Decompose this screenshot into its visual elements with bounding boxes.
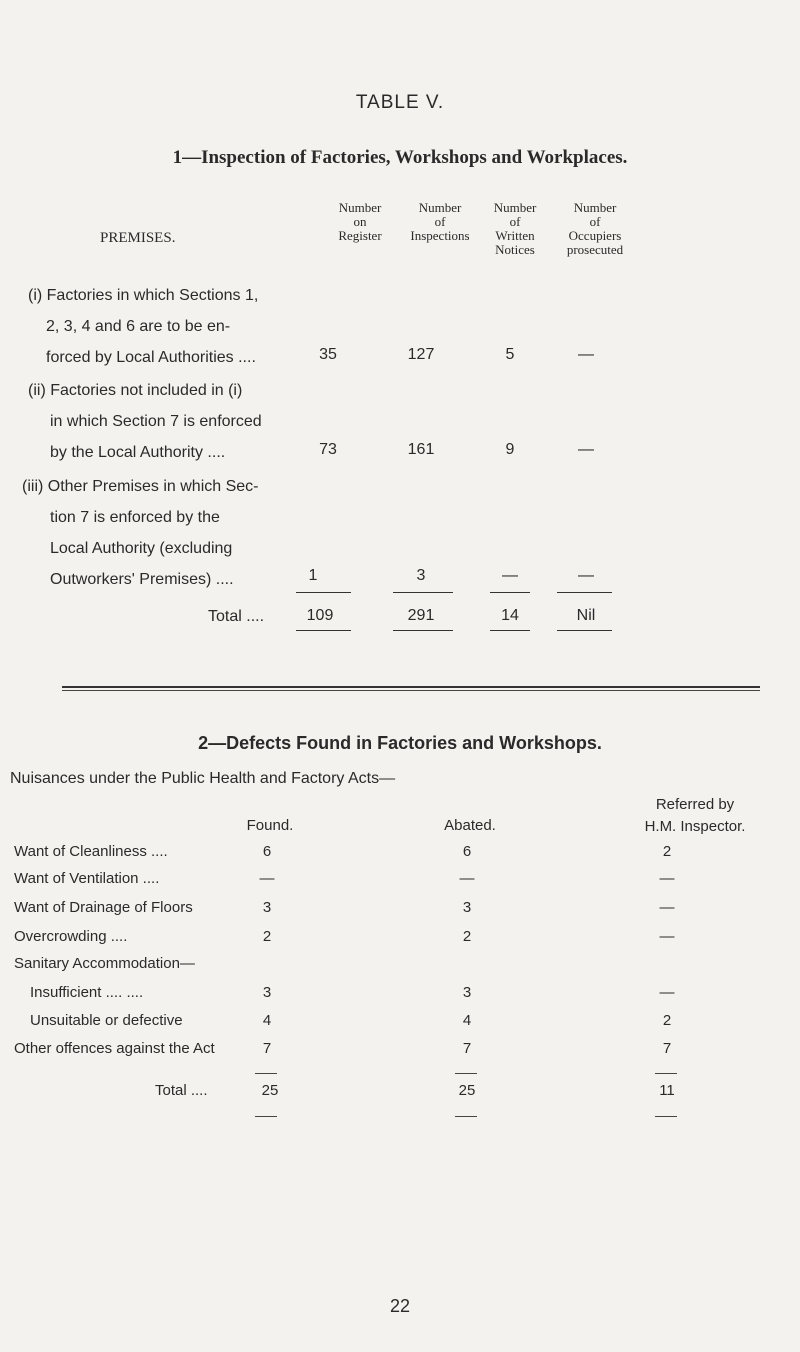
row-iii-notices: —	[502, 567, 518, 584]
total-rule-bottom	[557, 630, 612, 631]
defect-abated: 3	[462, 899, 472, 916]
col-header-prosecuted: Number of Occupiers prosecuted	[566, 200, 624, 257]
total-rule-top	[393, 592, 453, 593]
total-rule-bottom	[490, 630, 530, 631]
defect-referred: 7	[662, 1040, 672, 1057]
defect-abated: 6	[462, 843, 472, 860]
col-header-referred: Referred by H.M. Inspector.	[644, 796, 746, 835]
premises-row-ii-label: (ii) Factories not included in (i) in which Section 7 is enforced by the Local Authority ....	[28, 382, 262, 461]
row-iii-inspections: 3	[416, 567, 426, 584]
row-ii-prosecuted: —	[578, 441, 594, 458]
defect-abated: 3	[462, 984, 472, 1001]
defect-referred: —	[659, 984, 675, 1001]
row-i-inspections: 127	[407, 346, 435, 363]
table-title: TABLE V.	[355, 92, 445, 113]
defect-referred: —	[659, 899, 675, 916]
premises-header: PREMISES.	[100, 230, 176, 246]
defect-abated: 4	[462, 1012, 472, 1029]
page-number: 22	[389, 1296, 411, 1316]
row-iii-prosecuted: —	[578, 567, 594, 584]
premises-row-iii-label: (iii) Other Premises in which Sec- tion 7 is enforced by the Local Authority (excluding Outworkers' Premises) ....	[22, 478, 259, 588]
defect-found: 3	[262, 984, 272, 1001]
defect-abated: 2	[462, 928, 472, 945]
section-divider	[62, 686, 760, 688]
total-rule-top	[255, 1073, 277, 1074]
defect-abated: —	[459, 870, 475, 887]
row-ii-inspections: 161	[407, 441, 435, 458]
defect-row-label: Want of Cleanliness ....	[14, 843, 168, 860]
defect-referred: 2	[662, 843, 672, 860]
total-referred: 11	[659, 1082, 675, 1099]
defect-row-label: Want of Drainage of Floors	[14, 899, 193, 916]
row-i-register: 35	[319, 346, 337, 363]
total-rule-top	[655, 1073, 677, 1074]
col-header-notices: Number of Written Notices	[493, 200, 537, 257]
section-divider	[62, 690, 760, 691]
defect-found: 2	[262, 928, 272, 945]
total-notices: 14	[501, 607, 519, 624]
total-rule-bottom	[255, 1116, 277, 1117]
defect-row-label: Sanitary Accommodation—	[14, 955, 195, 972]
total-rule-top	[490, 592, 530, 593]
total-rule-bottom	[455, 1116, 477, 1117]
defect-row-label: Other offences against the Act	[14, 1040, 215, 1057]
row-iii-register: 1	[308, 567, 318, 584]
row-i-prosecuted: —	[578, 346, 594, 363]
defect-referred: —	[659, 870, 675, 887]
section1-total-label: Total ....	[208, 608, 265, 625]
total-rule-top	[455, 1073, 477, 1074]
defect-found: 6	[262, 843, 272, 860]
total-found: 25	[261, 1082, 279, 1099]
premises-row-i-label: (i) Factories in which Sections 1, 2, 3, 4 and 6 are to be en- forced by Local Authorities ....	[28, 287, 259, 366]
col-header-inspections: Number of Inspections	[410, 200, 470, 243]
defect-found: 7	[262, 1040, 272, 1057]
defect-abated: 7	[462, 1040, 472, 1057]
total-inspections: 291	[407, 607, 435, 624]
section2-heading: 2—Defects Found in Factories and Workshops.	[198, 733, 602, 753]
row-i-notices: 5	[505, 346, 515, 363]
total-abated: 25	[458, 1082, 476, 1099]
col-header-abated: Abated.	[444, 817, 496, 834]
row-ii-register: 73	[319, 441, 337, 458]
defect-row-label: Want of Ventilation ....	[14, 870, 160, 887]
total-rule-top	[296, 592, 351, 593]
section1-heading: 1—Inspection of Factories, Workshops and Workplaces.	[172, 147, 628, 168]
total-rule-bottom	[655, 1116, 677, 1117]
col-header-register: Number on Register	[338, 200, 382, 243]
defect-referred: 2	[662, 1012, 672, 1029]
row-ii-notices: 9	[505, 441, 515, 458]
defect-found: 4	[262, 1012, 272, 1029]
defect-row-label: Unsuitable or defective	[30, 1012, 183, 1029]
defect-referred: —	[659, 928, 675, 945]
total-rule-bottom	[393, 630, 453, 631]
section2-total-label: Total ....	[155, 1082, 208, 1099]
defect-found: 3	[262, 899, 272, 916]
col-header-found: Found.	[246, 817, 294, 834]
total-rule-bottom	[296, 630, 351, 631]
total-prosecuted: Nil	[576, 607, 596, 624]
defect-found: —	[259, 870, 275, 887]
total-register: 109	[306, 607, 334, 624]
total-rule-top	[557, 592, 612, 593]
defect-row-label: Insufficient .... ....	[30, 984, 144, 1001]
section2-subheading: Nuisances under the Public Health and Factory Acts—	[10, 770, 396, 787]
defect-row-label: Overcrowding ....	[14, 928, 128, 945]
